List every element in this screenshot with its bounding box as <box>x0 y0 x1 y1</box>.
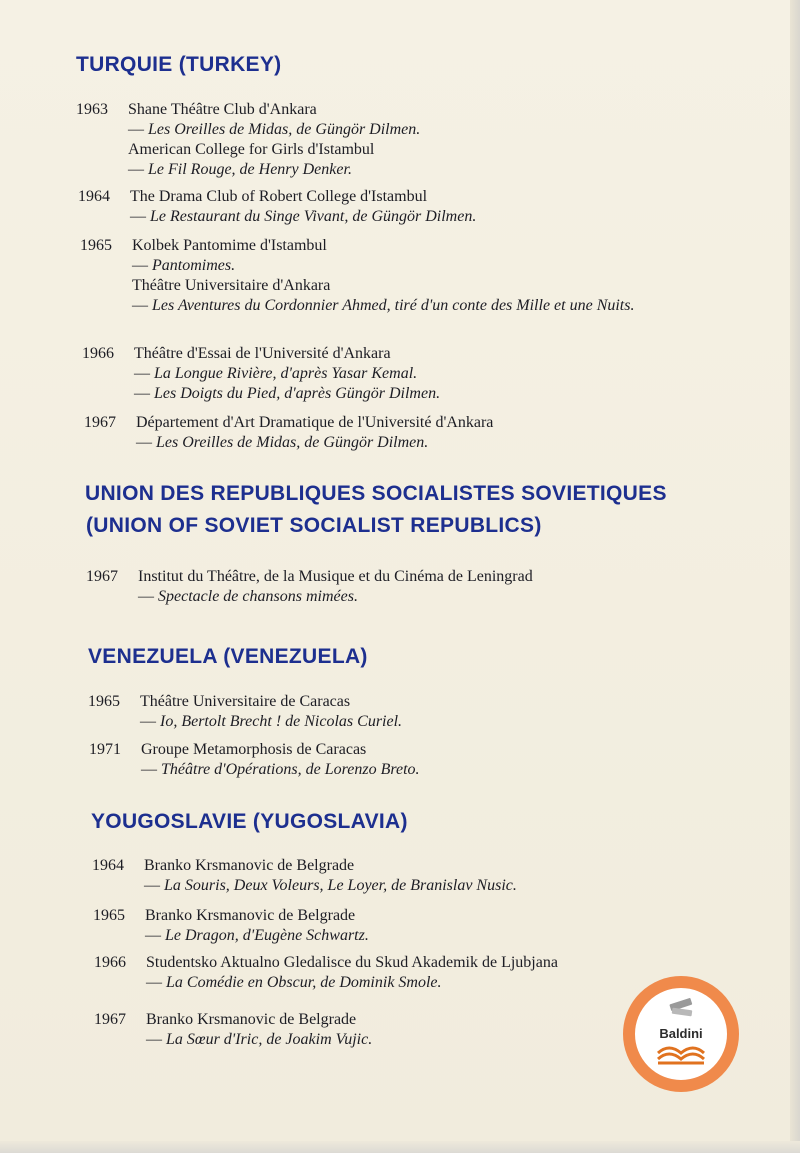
entry <box>93 906 733 946</box>
baldini-library-logo <box>622 975 740 1093</box>
section-subtitle-ussr: (UNION OF SOVIET SOCIALIST REPUBLICS) <box>86 514 542 537</box>
entry-organization: The Drama Club of Robert College d'Istambul <box>130 188 428 205</box>
entry-year: 1964 <box>92 857 124 874</box>
entry <box>76 100 716 180</box>
entry-work: Pantomimes. <box>152 257 236 274</box>
entry-organization: Théâtre Universitaire de Caracas <box>140 693 351 710</box>
entry-work: Les Aventures du Cordonnier Ahmed, tiré d'un conte des Mille et une Nuits. <box>152 297 635 314</box>
entry <box>88 692 708 732</box>
entry-year: 1966 <box>94 954 126 971</box>
entry-organization: Shane Théâtre Club d'Ankara <box>128 101 317 118</box>
dash: — <box>136 434 152 451</box>
dash: — <box>146 1031 162 1048</box>
section-title-ussr: UNION DES REPUBLIQUES SOCIALISTES SOVIETIQUES <box>85 482 667 505</box>
entry-year: 1967 <box>86 568 118 585</box>
dash: — <box>134 385 150 402</box>
entry <box>80 236 705 316</box>
entry-work: La Comédie en Obscur, de Dominik Smole. <box>166 974 442 991</box>
dash: — <box>145 927 161 944</box>
page-bottom-edge <box>0 1141 800 1153</box>
entry-year: 1967 <box>94 1011 126 1028</box>
entry <box>89 740 709 780</box>
dash: — <box>134 365 150 382</box>
entry-organization: Branko Krsmanovic de Belgrade <box>144 857 355 874</box>
entry <box>86 567 726 607</box>
entry <box>82 344 722 404</box>
entry-work: Théâtre d'Opérations, de Lorenzo Breto. <box>161 761 420 778</box>
entry-year: 1963 <box>76 101 108 118</box>
entry <box>84 413 724 453</box>
entry-organization: Département d'Art Dramatique de l'Université d'Ankara <box>136 414 494 431</box>
entry-work: Le Fil Rouge, de Henry Denker. <box>148 161 352 178</box>
entry-organization: Institut du Théâtre, de la Musique et du Cinéma de Leningrad <box>138 568 533 585</box>
entry <box>78 187 718 227</box>
entry-organization: Théâtre Universitaire d'Ankara <box>132 277 331 294</box>
entry <box>94 1010 694 1050</box>
entry-year: 1964 <box>78 188 110 205</box>
entry-year: 1965 <box>80 237 112 254</box>
entry-work: Le Dragon, d'Eugène Schwartz. <box>165 927 369 944</box>
dash: — <box>141 761 157 778</box>
entry <box>92 856 732 896</box>
entry-work: Le Restaurant du Singe Vivant, de Güngör Dilmen. <box>150 208 477 225</box>
dash: — <box>138 588 154 605</box>
entry-organization: Groupe Metamorphosis de Caracas <box>141 741 367 758</box>
logo-text: Baldini <box>659 1026 703 1041</box>
dash: — <box>140 713 156 730</box>
dash: — <box>132 297 148 314</box>
entry-year: 1965 <box>93 907 125 924</box>
entry-work: Io, Bertolt Brecht ! de Nicolas Curiel. <box>160 713 403 730</box>
entry-year: 1971 <box>89 741 121 758</box>
entry-organization: Branko Krsmanovic de Belgrade <box>146 1011 357 1028</box>
entry-work: La Longue Rivière, d'après Yasar Kemal. <box>154 365 418 382</box>
entry-year: 1966 <box>82 345 114 362</box>
entry-organization: Studentsko Aktualno Gledalisce du Skud Akademik de Ljubjana <box>146 954 558 971</box>
section-title-venezuela: VENEZUELA (VENEZUELA) <box>88 645 368 668</box>
entry-work: La Sœur d'Iric, de Joakim Vujic. <box>166 1031 373 1048</box>
entry-organization: American College for Girls d'Istambul <box>128 141 375 158</box>
dash: — <box>128 161 144 178</box>
entry-work: La Souris, Deux Voleurs, Le Loyer, de Branislav Nusic. <box>164 877 517 894</box>
section-title-yugoslavia: YOUGOSLAVIE (YUGOSLAVIA) <box>91 810 408 833</box>
entry-work: Spectacle de chansons mimées. <box>158 588 358 605</box>
dash: — <box>128 121 144 138</box>
dash: — <box>146 974 162 991</box>
dash: — <box>144 877 160 894</box>
entry-organization: Branko Krsmanovic de Belgrade <box>145 907 356 924</box>
section-title-turkey: TURQUIE (TURKEY) <box>76 53 282 76</box>
entry-year: 1967 <box>84 414 116 431</box>
entry-work: Les Doigts du Pied, d'après Güngör Dilmen. <box>154 385 441 402</box>
entry-organization: Théâtre d'Essai de l'Université d'Ankara <box>134 345 391 362</box>
dash: — <box>132 257 148 274</box>
entry-work: Les Oreilles de Midas, de Güngör Dilmen. <box>148 121 421 138</box>
entry-year: 1965 <box>88 693 120 710</box>
page-edge-shadow <box>790 0 800 1153</box>
entry-organization: Kolbek Pantomime d'Istambul <box>132 237 327 254</box>
dash: — <box>130 208 146 225</box>
entry-work: Les Oreilles de Midas, de Güngör Dilmen. <box>156 434 429 451</box>
